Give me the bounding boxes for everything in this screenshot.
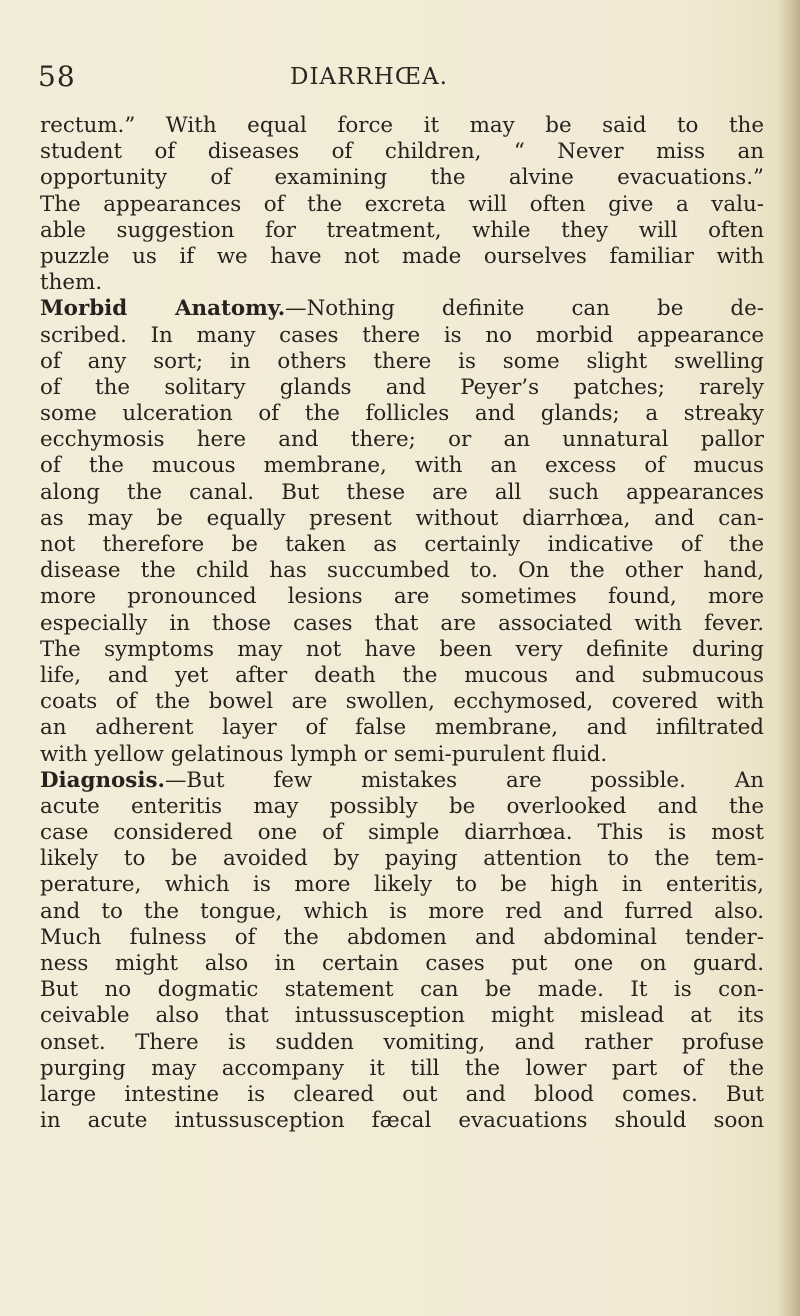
page-number: 58 (38, 60, 76, 93)
text-line (40, 872, 764, 898)
text-line (40, 349, 764, 375)
line-text: life, and yet after death the mucous and submucous (40, 662, 764, 688)
line-text: case considered one of simple diarrhœa. This is most (40, 820, 764, 846)
text-line (40, 558, 764, 584)
line-text: likely to be avoided by paying attention to the tem- (40, 846, 764, 872)
text-line (40, 113, 764, 139)
line-text: an adherent layer of false membrane, and infiltrated (40, 715, 764, 741)
text-line (40, 820, 764, 846)
text-line (40, 375, 764, 401)
line-text: in acute intussusception fæcal evacuations should soon (40, 1108, 764, 1134)
line-text: acute enteritis may possibly be overlooked and the (40, 793, 764, 819)
line-text: opportunity of examining the alvine evacuations.” (40, 165, 764, 191)
line-text: But no dogmatic statement can be made. It is con- (40, 977, 764, 1003)
line-text: scribed. In many cases there is no morbid appearance (40, 322, 764, 348)
line-text: and to the tongue, which is more red and furred also. (40, 898, 764, 924)
text-line (40, 951, 764, 977)
text-line (40, 742, 764, 768)
line-text: not therefore be taken as certainly indicative of the (40, 532, 764, 557)
running-head: DIARRHŒA. (290, 64, 448, 90)
text-line (40, 768, 764, 794)
line-text: coats of the bowel are swollen, ecchymosed, covered with (40, 689, 764, 715)
line-text: ceivable also that intussusception might mislead at its (40, 1003, 764, 1029)
text-line (40, 270, 764, 296)
text-line (40, 715, 764, 741)
line-text: along the canal. But these are all such appearances (40, 479, 764, 505)
line-text: more pronounced lesions are sometimes found, more (40, 584, 764, 610)
text-line (40, 192, 764, 218)
line-text: —Nothing definite can be de- (285, 296, 764, 322)
text-line (40, 689, 764, 715)
text-line (40, 1030, 764, 1056)
line-text: Much fulness of the abdomen and abdominal tender- (40, 924, 764, 950)
line-text: with yellow gelatinous lymph or semi-purulent fluid. (40, 741, 608, 767)
text-line (40, 1082, 764, 1108)
page-header (0, 60, 800, 100)
line-text: The symptoms may not have been very definite during (40, 636, 764, 662)
line-text: some ulceration of the follicles and glands; a streaky (40, 401, 764, 427)
line-text: able suggestion for treatment, while they will often (40, 217, 764, 243)
line-text: especially in those cases that are associated with fever. (40, 610, 764, 636)
line-text: as may be equally present without diarrhœa, and can- (40, 505, 764, 531)
line-text: disease the child has succumbed to. On the other hand, (40, 558, 764, 584)
text-line (40, 663, 764, 689)
line-text: ecchymosis here and there; or an unnatural pallor (40, 427, 764, 453)
line-text: puzzle us if we have not made ourselves familiar with (40, 243, 764, 269)
section-heading: Morbid Anatomy. (40, 296, 286, 322)
body-text (40, 113, 764, 1134)
line-text: ness might also in certain cases put one on guard. (40, 951, 764, 976)
line-text: —But few mistakes are possible. An (164, 767, 764, 793)
text-line (40, 427, 764, 453)
text-line (40, 401, 764, 427)
text-line (40, 925, 764, 951)
text-line (40, 977, 764, 1003)
text-line (40, 244, 764, 270)
text-line (40, 584, 764, 610)
line-text: of the mucous membrane, with an excess of mucus (40, 453, 764, 479)
text-line (40, 296, 764, 322)
line-text: of the solitary glands and Peyer’s patches; rarely (40, 374, 764, 400)
line-text: rectum.” With equal force it may be said to the (40, 113, 764, 138)
text-line (40, 165, 764, 191)
text-line (40, 506, 764, 532)
text-line (40, 1108, 764, 1134)
line-text: them. (40, 270, 103, 296)
text-line (40, 139, 764, 165)
line-text: of any sort; in others there is some slight swelling (40, 348, 764, 374)
text-line (40, 532, 764, 558)
text-line (40, 899, 764, 925)
line-text: large intestine is cleared out and blood comes. But (40, 1081, 764, 1107)
line-text: purging may accompany it till the lower part of the (40, 1055, 764, 1081)
line-text: perature, which is more likely to be high in enteritis, (40, 872, 764, 898)
text-line (40, 1003, 764, 1029)
section-heading: Diagnosis. (40, 767, 165, 793)
line-text: student of diseases of children, “ Never miss an (40, 139, 764, 165)
text-line (40, 637, 764, 663)
line-text: The appearances of the excreta will often give a valu- (40, 191, 764, 217)
page-edge-shadow (778, 0, 800, 1316)
text-line (40, 1056, 764, 1082)
text-line (40, 453, 764, 479)
text-line (40, 794, 764, 820)
text-line (40, 218, 764, 244)
text-line (40, 611, 764, 637)
line-text: onset. There is sudden vomiting, and rather profuse (40, 1029, 764, 1055)
text-line (40, 323, 764, 349)
text-line (40, 480, 764, 506)
text-line (40, 846, 764, 872)
